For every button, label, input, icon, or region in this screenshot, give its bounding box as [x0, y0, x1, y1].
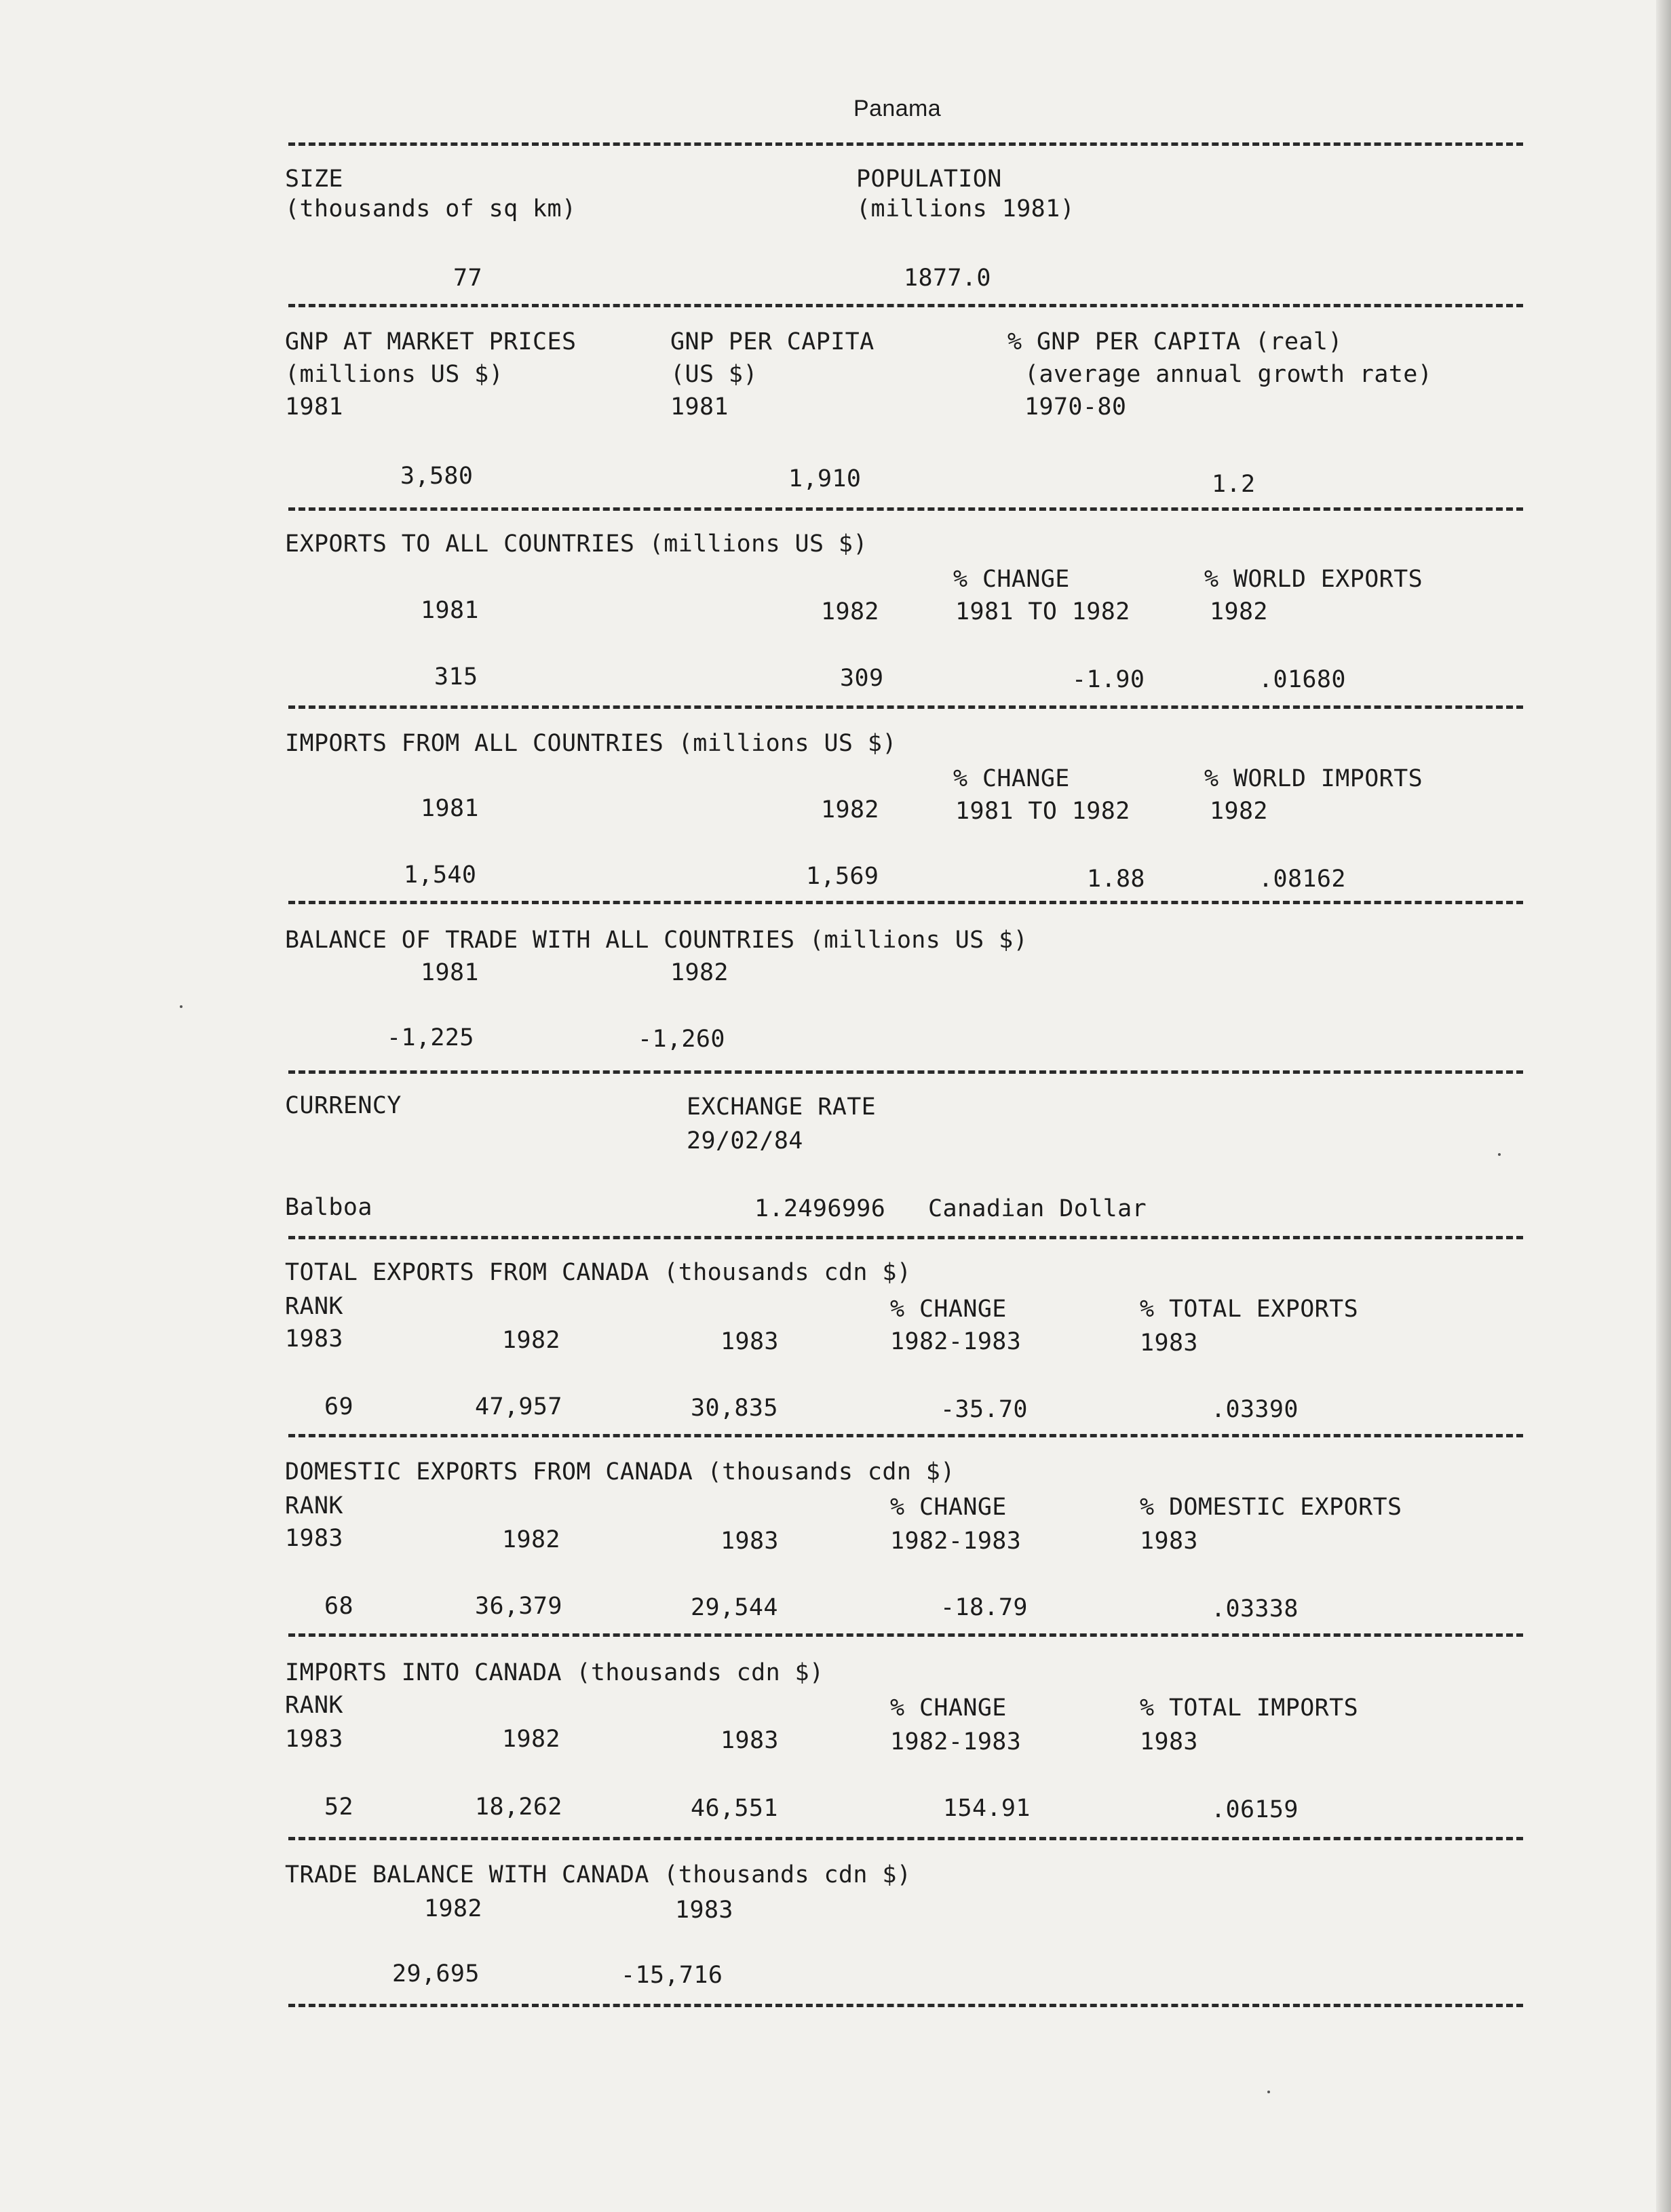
gnp-per-capita-sub: (US $) [670, 361, 758, 388]
total-exports-value-change: -35.70 [940, 1396, 1028, 1423]
total-exports-year-1: 1982 [502, 1327, 560, 1354]
domestic-exports-value-1982: 36,379 [475, 1593, 562, 1620]
page-edge-shadow [1656, 0, 1671, 2212]
scan-speck [1267, 2091, 1270, 2093]
total-exports-value-pct: .03390 [1211, 1396, 1299, 1423]
domestic-exports-change-range: 1982-1983 [890, 1528, 1022, 1555]
imports-canada-value-1983: 46,551 [691, 1795, 778, 1822]
exports-all-change-range: 1981 TO 1982 [955, 598, 1130, 625]
divider [288, 142, 1523, 146]
exports-all-value-change: -1.90 [1072, 666, 1145, 693]
domestic-exports-pct-total-label: % DOMESTIC EXPORTS [1140, 1494, 1402, 1521]
scan-speck [1498, 1153, 1501, 1156]
imports-canada-value-pct: .06159 [1211, 1796, 1299, 1823]
imports-all-value-world: .08162 [1259, 866, 1346, 893]
imports-all-value-1982: 1,569 [806, 863, 879, 890]
gnp-market-value: 3,580 [400, 463, 474, 490]
total-exports-change-range: 1982-1983 [890, 1328, 1022, 1355]
exports-all-pct-change-label: % CHANGE [953, 566, 1070, 593]
imports-all-value-change: 1.88 [1087, 866, 1145, 893]
imports-canada-title: IMPORTS INTO CANADA (thousands cdn $) [285, 1659, 824, 1686]
divider [288, 2004, 1523, 2007]
domestic-exports-year-2: 1983 [721, 1528, 779, 1555]
exports-all-value-1982: 309 [840, 665, 884, 692]
gnp-growth-sub: (average annual growth rate) [1024, 361, 1433, 388]
exchange-rate-unit: Canadian Dollar [928, 1195, 1147, 1222]
imports-all-year-1: 1981 [421, 795, 479, 822]
scan-speck [180, 1005, 183, 1008]
divider [288, 304, 1523, 307]
imports-canada-pct-year: 1983 [1140, 1728, 1198, 1755]
divider [288, 1633, 1523, 1637]
domestic-exports-pct-change-label: % CHANGE [890, 1494, 1007, 1521]
domestic-exports-title: DOMESTIC EXPORTS FROM CANADA (thousands cdn $) [285, 1458, 955, 1486]
divider [288, 1434, 1523, 1437]
gnp-per-capita-label: GNP PER CAPITA [670, 328, 875, 355]
imports-canada-rank-label: RANK [285, 1692, 343, 1719]
exchange-rate-value: 1.2496996 [754, 1195, 886, 1222]
size-label: SIZE [285, 166, 343, 193]
population-label: POPULATION [856, 166, 1002, 193]
gnp-growth-value: 1.2 [1212, 471, 1256, 498]
imports-canada-pct-total-label: % TOTAL IMPORTS [1140, 1694, 1359, 1722]
exchange-rate-date: 29/02/84 [687, 1127, 803, 1154]
imports-all-title: IMPORTS FROM ALL COUNTRIES (millions US $) [285, 730, 897, 757]
imports-canada-rank-year: 1983 [285, 1726, 343, 1753]
trade-balance-canada-year-1: 1982 [424, 1895, 482, 1922]
gnp-per-capita-value: 1,910 [788, 465, 862, 492]
imports-canada-value-1982: 18,262 [475, 1793, 562, 1821]
imports-canada-pct-change-label: % CHANGE [890, 1694, 1007, 1722]
gnp-growth-year: 1970-80 [1024, 393, 1127, 421]
currency-name: Balboa [285, 1194, 372, 1221]
imports-all-change-range: 1981 TO 1982 [955, 798, 1130, 825]
trade-balance-canada-value-1983: -15,716 [621, 1962, 723, 1989]
imports-all-year-2: 1982 [821, 796, 879, 823]
domestic-exports-year-1: 1982 [502, 1526, 560, 1553]
divider [288, 705, 1523, 709]
exports-all-value-world: .01680 [1259, 666, 1346, 693]
domestic-exports-rank-year: 1983 [285, 1525, 343, 1552]
currency-label: CURRENCY [285, 1092, 402, 1119]
balance-all-value-1982: -1,260 [638, 1026, 725, 1053]
imports-canada-year-1: 1982 [502, 1726, 560, 1753]
total-exports-pct-change-label: % CHANGE [890, 1296, 1007, 1323]
trade-balance-canada-year-2: 1983 [675, 1897, 733, 1924]
total-exports-value-1983: 30,835 [691, 1395, 778, 1422]
page-title: Panama [853, 96, 942, 121]
imports-canada-year-2: 1983 [721, 1727, 779, 1754]
exports-all-year-1: 1981 [421, 597, 479, 624]
population-value: 1877.0 [904, 265, 991, 292]
imports-canada-change-range: 1982-1983 [890, 1728, 1022, 1755]
exchange-rate-label: EXCHANGE RATE [687, 1093, 877, 1121]
divider [288, 1236, 1523, 1239]
gnp-market-label: GNP AT MARKET PRICES [285, 328, 577, 355]
divider [288, 1837, 1523, 1840]
total-exports-pct-year: 1983 [1140, 1330, 1198, 1357]
divider [288, 507, 1523, 511]
total-exports-title: TOTAL EXPORTS FROM CANADA (thousands cdn $) [285, 1259, 912, 1286]
exports-all-title: EXPORTS TO ALL COUNTRIES (millions US $) [285, 530, 868, 558]
total-exports-rank-year: 1983 [285, 1325, 343, 1353]
balance-all-title: BALANCE OF TRADE WITH ALL COUNTRIES (millions US $) [285, 927, 1029, 954]
gnp-market-year: 1981 [285, 393, 343, 421]
imports-all-value-1981: 1,540 [404, 861, 477, 889]
domestic-exports-value-1983: 29,544 [691, 1594, 778, 1621]
total-exports-value-rank: 69 [324, 1393, 353, 1420]
exports-all-year-2: 1982 [821, 598, 879, 625]
divider [288, 1070, 1523, 1074]
trade-balance-canada-title: TRADE BALANCE WITH CANADA (thousands cdn $) [285, 1861, 912, 1888]
size-sub: (thousands of sq km) [285, 195, 577, 222]
balance-all-value-1981: -1,225 [387, 1024, 474, 1051]
gnp-per-capita-year: 1981 [670, 393, 729, 421]
domestic-exports-rank-label: RANK [285, 1492, 343, 1519]
total-exports-rank-label: RANK [285, 1293, 343, 1320]
size-value: 77 [453, 265, 482, 292]
imports-all-year-3: 1982 [1210, 798, 1268, 825]
imports-canada-value-change: 154.91 [943, 1795, 1031, 1822]
population-sub: (millions 1981) [856, 195, 1075, 222]
exports-all-value-1981: 315 [434, 663, 478, 691]
total-exports-pct-total-label: % TOTAL EXPORTS [1140, 1296, 1359, 1323]
exports-all-pct-world-label: % WORLD EXPORTS [1204, 566, 1423, 593]
gnp-market-sub: (millions US $) [285, 361, 504, 388]
total-exports-year-2: 1983 [721, 1328, 779, 1355]
exports-all-year-3: 1982 [1210, 598, 1268, 625]
domestic-exports-value-rank: 68 [324, 1593, 353, 1620]
imports-canada-value-rank: 52 [324, 1793, 353, 1821]
divider [288, 901, 1523, 904]
domestic-exports-pct-year: 1983 [1140, 1528, 1198, 1555]
balance-all-year-1: 1981 [421, 959, 479, 986]
domestic-exports-value-pct: .03338 [1211, 1595, 1299, 1623]
imports-all-pct-change-label: % CHANGE [953, 765, 1070, 792]
balance-all-year-2: 1982 [670, 959, 729, 986]
trade-balance-canada-value-1982: 29,695 [392, 1960, 480, 1987]
domestic-exports-value-change: -18.79 [940, 1594, 1028, 1621]
total-exports-value-1982: 47,957 [475, 1393, 562, 1420]
gnp-growth-label: % GNP PER CAPITA (real) [1007, 328, 1343, 355]
imports-all-pct-world-label: % WORLD IMPORTS [1204, 765, 1423, 792]
